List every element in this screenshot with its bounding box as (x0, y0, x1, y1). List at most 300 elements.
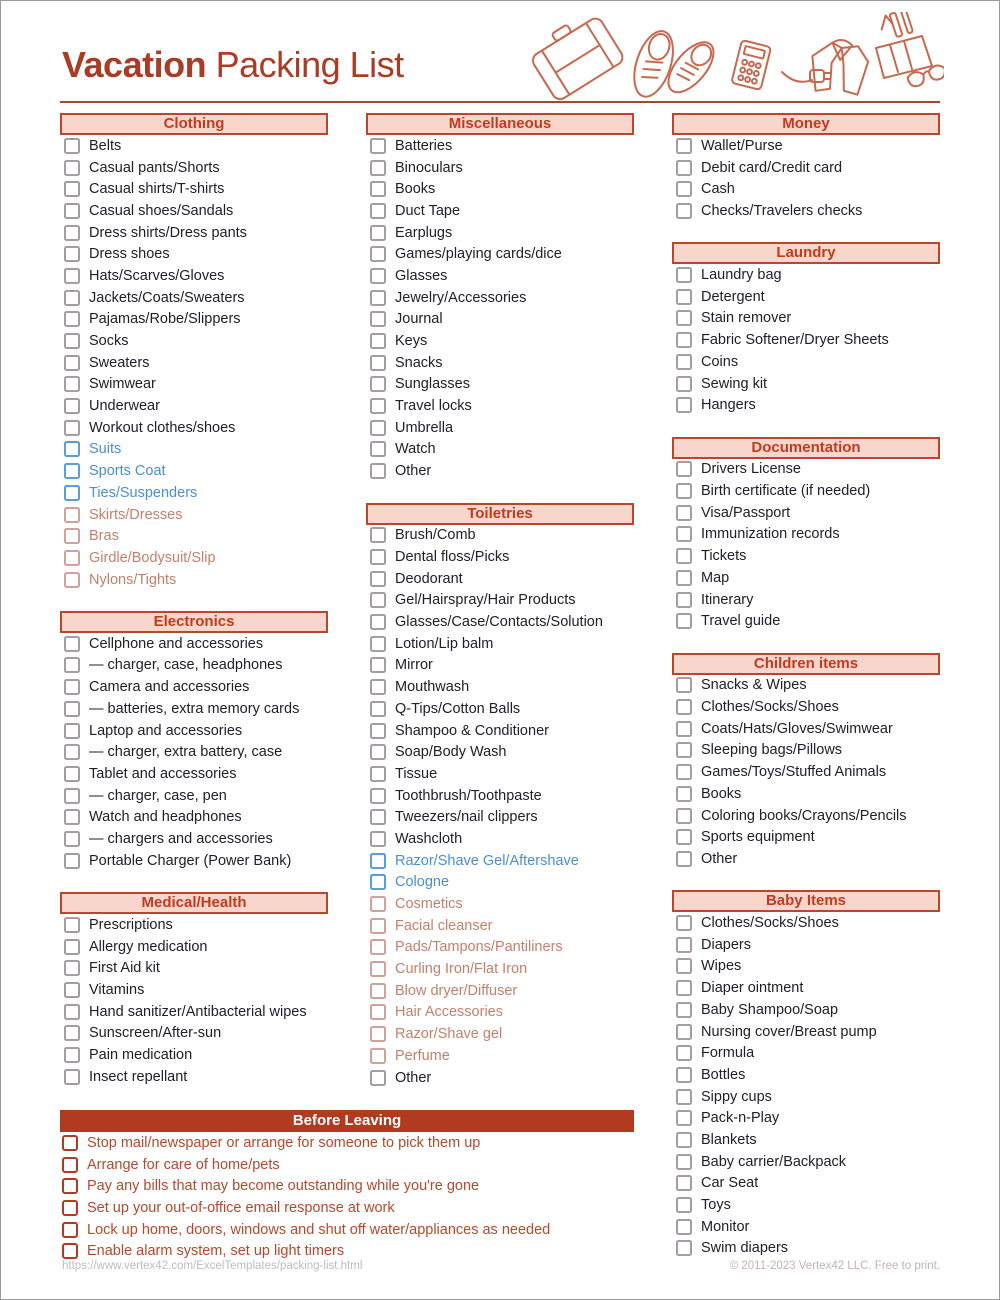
checkbox[interactable] (676, 548, 692, 564)
checkbox[interactable] (370, 138, 386, 154)
checkbox[interactable] (64, 225, 80, 241)
checkbox[interactable] (370, 744, 386, 760)
checklist-item (366, 568, 634, 590)
checkbox[interactable] (676, 354, 692, 370)
checkbox[interactable] (370, 311, 386, 327)
checkbox[interactable] (370, 571, 386, 587)
checkbox[interactable] (676, 980, 692, 996)
checkbox[interactable] (676, 1197, 692, 1213)
section-header: Laundry (672, 242, 940, 264)
checkbox[interactable] (676, 289, 692, 305)
checkbox[interactable] (370, 766, 386, 782)
item-label: Camera and accessories (89, 679, 250, 696)
checkbox[interactable] (64, 203, 80, 219)
item-label: Laundry bag (701, 267, 782, 284)
checkbox[interactable] (64, 160, 80, 176)
checklist-item (60, 547, 328, 569)
item-label: Sleeping bags/Pillows (701, 742, 843, 759)
checklist-item (672, 200, 940, 222)
checklist-item (672, 1216, 940, 1238)
checklist-item (366, 785, 634, 807)
checkbox[interactable] (676, 699, 692, 715)
checklist-item (672, 135, 940, 157)
checkbox[interactable] (64, 268, 80, 284)
checklist-item (672, 1129, 940, 1151)
checklist-item (60, 504, 328, 526)
item-label: Sunscreen/After-sun (89, 1025, 222, 1042)
checkbox[interactable] (676, 1002, 692, 1018)
checkbox[interactable] (676, 1240, 692, 1256)
checklist-item (672, 977, 940, 999)
item-label: Mirror (395, 657, 433, 674)
item-label: Sweaters (89, 354, 150, 371)
checklist-item (60, 439, 328, 461)
item-label: Stain remover (701, 310, 792, 327)
checkbox[interactable] (370, 831, 386, 847)
item-label: Lotion/Lip balm (395, 635, 494, 652)
item-label: Razor/Shave gel (395, 1026, 503, 1043)
item-label: Journal (395, 311, 443, 328)
checkbox[interactable] (64, 1069, 80, 1085)
checkbox[interactable] (370, 918, 386, 934)
item-label: — batteries, extra memory cards (89, 700, 300, 717)
checkbox[interactable] (370, 225, 386, 241)
checklist-item (672, 1151, 940, 1173)
checklist-item (672, 329, 940, 351)
item-label: Drivers License (701, 461, 801, 478)
checklist-item (60, 460, 328, 482)
checkbox[interactable] (64, 485, 80, 501)
checklist-item (672, 934, 940, 956)
item-label: Sewing kit (701, 375, 768, 392)
checkbox[interactable] (370, 463, 386, 479)
checklist-item (60, 1001, 328, 1023)
checkbox[interactable] (370, 333, 386, 349)
checkbox[interactable] (64, 788, 80, 804)
checkbox[interactable] (370, 203, 386, 219)
checkbox[interactable] (370, 961, 386, 977)
checkbox[interactable] (64, 398, 80, 414)
checkbox[interactable] (676, 526, 692, 542)
item-label: Tickets (701, 548, 747, 565)
checkbox[interactable] (62, 1243, 78, 1259)
checkbox[interactable] (676, 1045, 692, 1061)
checkbox[interactable] (64, 441, 80, 457)
item-label: Belts (89, 137, 122, 154)
checkbox[interactable] (370, 896, 386, 912)
item-label: Swimwear (89, 376, 156, 393)
checkbox[interactable] (370, 701, 386, 717)
checklist-item (366, 676, 634, 698)
checklist-item (366, 958, 634, 980)
checklist-item (60, 1022, 328, 1044)
item-label: Bras (89, 528, 119, 545)
checklist-item (366, 330, 634, 352)
item-label: Mouthwash (395, 679, 470, 696)
checkbox[interactable] (64, 550, 80, 566)
checkbox[interactable] (676, 1024, 692, 1040)
item-label: Books (395, 181, 436, 198)
item-label: Gel/Hairspray/Hair Products (395, 592, 576, 609)
item-label: Other (395, 463, 432, 480)
checklist-item (60, 850, 328, 872)
checkbox[interactable] (676, 505, 692, 521)
checklist-item (60, 525, 328, 547)
item-label: Cellphone and accessories (89, 635, 264, 652)
checklist-item (672, 1194, 940, 1216)
checklist-item (672, 178, 940, 200)
item-label: Sippy cups (701, 1088, 772, 1105)
checkbox[interactable] (676, 829, 692, 845)
section (366, 503, 634, 1089)
checkbox[interactable] (370, 1026, 386, 1042)
item-label: Q-Tips/Cotton Balls (395, 700, 521, 717)
item-label: Hand sanitizer/Antibacterial wipes (89, 1003, 307, 1020)
checklist-item (60, 157, 328, 179)
item-label: Hair Accessories (395, 1004, 503, 1021)
checklist-item (672, 610, 940, 632)
section (672, 437, 940, 633)
item-label: Shampoo & Conditioner (395, 722, 549, 739)
sneakers-icon (627, 26, 722, 101)
checklist-item (366, 806, 634, 828)
checkbox[interactable] (370, 983, 386, 999)
item-label: Games/Toys/Stuffed Animals (701, 764, 887, 781)
checklist-item (60, 979, 328, 1001)
checkbox[interactable] (676, 138, 692, 154)
checkbox[interactable] (676, 958, 692, 974)
jacket-icon (808, 36, 871, 97)
item-label: Sports equipment (701, 829, 815, 846)
checklist-item (366, 178, 634, 200)
checklist-item (366, 611, 634, 633)
page-title-accent: Vacation (62, 44, 207, 85)
checklist-item (672, 675, 940, 697)
checkbox[interactable] (676, 397, 692, 413)
checkbox[interactable] (64, 982, 80, 998)
checkbox[interactable] (676, 483, 692, 499)
checklist-item (672, 805, 940, 827)
checklist-item (366, 439, 634, 461)
checkbox[interactable] (370, 355, 386, 371)
checklist-item (672, 1173, 940, 1195)
section (60, 892, 328, 1088)
checkbox[interactable] (64, 939, 80, 955)
checklist-item (672, 394, 940, 416)
checkbox[interactable] (370, 679, 386, 695)
checkbox[interactable] (676, 764, 692, 780)
checklist-item (672, 1107, 940, 1129)
checkbox[interactable] (676, 267, 692, 283)
checklist-item (672, 524, 940, 546)
item-label: Bottles (701, 1066, 746, 1083)
item-label: Snacks & Wipes (701, 677, 807, 694)
checkbox[interactable] (64, 507, 80, 523)
checkbox[interactable] (370, 181, 386, 197)
checkbox[interactable] (676, 181, 692, 197)
item-label: Pain medication (89, 1046, 193, 1063)
checkbox[interactable] (64, 809, 80, 825)
checkbox[interactable] (370, 874, 386, 890)
checklist-item (366, 309, 634, 331)
item-label: Wipes (701, 958, 742, 975)
checkbox[interactable] (676, 160, 692, 176)
checklist-item (366, 1002, 634, 1024)
item-label: Coats/Hats/Gloves/Swimwear (701, 720, 893, 737)
checkbox[interactable] (676, 786, 692, 802)
item-label: Portable Charger (Power Bank) (89, 852, 292, 869)
item-label: Nylons/Tights (89, 571, 177, 588)
checkbox[interactable] (676, 808, 692, 824)
item-label: Sports Coat (89, 463, 166, 480)
item-label: Insect repellant (89, 1068, 188, 1085)
checklist-item (366, 352, 634, 374)
checkbox[interactable] (676, 203, 692, 219)
checkbox[interactable] (64, 701, 80, 717)
checkbox[interactable] (370, 549, 386, 565)
checkbox[interactable] (64, 917, 80, 933)
checkbox[interactable] (370, 420, 386, 436)
checkbox[interactable] (676, 332, 692, 348)
checkbox[interactable] (62, 1222, 78, 1238)
checklist-item (672, 589, 940, 611)
checkbox[interactable] (64, 636, 80, 652)
item-label: Snacks (395, 354, 443, 371)
item-label: Games/playing cards/dice (395, 246, 562, 263)
item-label: Socks (89, 333, 129, 350)
item-label: Razor/Shave Gel/Aftershave (395, 852, 579, 869)
item-label: Allergy medication (89, 938, 208, 955)
item-label: Blankets (701, 1131, 757, 1148)
checkbox[interactable] (62, 1157, 78, 1173)
checkbox[interactable] (676, 851, 692, 867)
item-label: Washcloth (395, 830, 463, 847)
checkbox[interactable] (64, 960, 80, 976)
checklist-item (60, 720, 328, 742)
checkbox[interactable] (370, 376, 386, 392)
checklist-item (60, 200, 328, 222)
checkbox[interactable] (676, 1067, 692, 1083)
checkbox[interactable] (676, 613, 692, 629)
checklist-item (366, 1023, 634, 1045)
item-label: Tissue (395, 765, 438, 782)
item-label: Keys (395, 333, 428, 350)
item-label: Travel guide (701, 613, 781, 630)
item-label: Watch (395, 441, 436, 458)
checklist-item (60, 309, 328, 331)
checklist-item (366, 222, 634, 244)
checkbox[interactable] (64, 528, 80, 544)
checkbox[interactable] (370, 657, 386, 673)
checklist-item (60, 417, 328, 439)
checklist-item (60, 178, 328, 200)
item-label: Facial cleanser (395, 917, 493, 934)
checklist-item (366, 850, 634, 872)
checkbox[interactable] (676, 677, 692, 693)
checklist-item (60, 676, 328, 698)
item-label: Girdle/Bodysuit/Slip (89, 549, 216, 566)
checklist-item (672, 480, 940, 502)
checklist-item (366, 633, 634, 655)
checklist-item (672, 783, 940, 805)
checkbox[interactable] (64, 420, 80, 436)
item-label: Cologne (395, 874, 450, 891)
checkbox[interactable] (64, 1004, 80, 1020)
toiletry-bag-icon (876, 12, 932, 78)
section (60, 611, 328, 872)
checkbox[interactable] (64, 723, 80, 739)
checkbox[interactable] (64, 181, 80, 197)
checkbox[interactable] (676, 592, 692, 608)
item-label: Hats/Scarves/Gloves (89, 267, 225, 284)
checkbox[interactable] (370, 1070, 386, 1086)
checkbox[interactable] (370, 939, 386, 955)
checklist-item (366, 590, 634, 612)
checkbox[interactable] (64, 311, 80, 327)
checkbox[interactable] (676, 570, 692, 586)
checkbox[interactable] (676, 742, 692, 758)
checklist-item (672, 373, 940, 395)
item-label: Vitamins (89, 981, 145, 998)
section-header: Clothing (60, 113, 328, 135)
checkbox[interactable] (62, 1200, 78, 1216)
item-label: Formula (701, 1045, 755, 1062)
item-label: Enable alarm system, set up light timers (87, 1243, 345, 1260)
checkbox[interactable] (370, 614, 386, 630)
section-header: Documentation (672, 437, 940, 459)
camera-icon (731, 40, 771, 90)
checkbox[interactable] (370, 160, 386, 176)
item-label: Immunization records (701, 526, 840, 543)
item-label: Glasses (395, 267, 448, 284)
checkbox[interactable] (64, 376, 80, 392)
checkbox[interactable] (370, 853, 386, 869)
checkbox[interactable] (370, 592, 386, 608)
checkbox[interactable] (64, 744, 80, 760)
checklist-item (366, 763, 634, 785)
item-label: Casual shirts/T-shirts (89, 181, 225, 198)
checkbox[interactable] (64, 831, 80, 847)
source-url-link[interactable]: https://www.vertex42.com/ExcelTemplates/packing-list.html (62, 1260, 363, 1272)
before-leaving-items (60, 1132, 634, 1262)
item-label: Travel locks (395, 398, 472, 415)
section-header: Electronics (60, 611, 328, 633)
item-label: Books (701, 785, 742, 802)
item-label: Binoculars (395, 159, 463, 176)
checkbox[interactable] (64, 853, 80, 869)
checklist-item (60, 243, 328, 265)
checklist-item (60, 1240, 634, 1262)
checkbox[interactable] (676, 1154, 692, 1170)
checkbox[interactable] (370, 1048, 386, 1064)
checkbox[interactable] (676, 1110, 692, 1126)
checklist-item (366, 828, 634, 850)
checkbox[interactable] (370, 809, 386, 825)
checkbox[interactable] (370, 636, 386, 652)
checklist-item (60, 1132, 634, 1154)
checkbox[interactable] (676, 461, 692, 477)
checkbox[interactable] (676, 1175, 692, 1191)
checkbox[interactable] (62, 1135, 78, 1151)
checkbox[interactable] (64, 463, 80, 479)
checklist-item (366, 243, 634, 265)
checkbox[interactable] (64, 657, 80, 673)
checklist-body (60, 113, 940, 1263)
checklist-item (366, 1067, 634, 1089)
checkbox[interactable] (676, 310, 692, 326)
checkbox[interactable] (64, 246, 80, 262)
item-label: Car Seat (701, 1175, 759, 1192)
checklist-item (366, 720, 634, 742)
checkbox[interactable] (676, 1132, 692, 1148)
checkbox[interactable] (64, 290, 80, 306)
item-label: Jackets/Coats/Sweaters (89, 289, 245, 306)
checklist-item (60, 352, 328, 374)
checklist-item (672, 1086, 940, 1108)
checkbox[interactable] (64, 138, 80, 154)
checkbox[interactable] (370, 1004, 386, 1020)
checkbox[interactable] (676, 376, 692, 392)
checkbox[interactable] (64, 679, 80, 695)
checklist-item (60, 957, 328, 979)
checkbox[interactable] (676, 1089, 692, 1105)
section-header: Miscellaneous (366, 113, 634, 135)
checkbox[interactable] (64, 333, 80, 349)
header-divider (60, 101, 940, 103)
item-label: Batteries (395, 137, 453, 154)
checklist-item (672, 718, 940, 740)
checkbox[interactable] (64, 1047, 80, 1063)
item-label: Cash (701, 181, 735, 198)
checklist-item (60, 763, 328, 785)
checkbox[interactable] (370, 398, 386, 414)
checklist-item (60, 655, 328, 677)
checklist-item (366, 980, 634, 1002)
item-label: Swim diapers (701, 1240, 789, 1257)
item-label: Diapers (701, 936, 751, 953)
checklist-item (60, 698, 328, 720)
checklist-item (60, 287, 328, 309)
checkbox[interactable] (370, 290, 386, 306)
checkbox[interactable] (370, 246, 386, 262)
item-label: Cosmetics (395, 896, 463, 913)
section (672, 653, 940, 870)
item-label: Wallet/Purse (701, 137, 783, 154)
checkbox[interactable] (370, 527, 386, 543)
item-label: Laptop and accessories (89, 722, 243, 739)
before-leaving-section (60, 1110, 634, 1262)
checklist-item (672, 956, 940, 978)
checkbox[interactable] (676, 915, 692, 931)
checkbox[interactable] (370, 788, 386, 804)
item-label: Clothes/Socks/Shoes (701, 699, 839, 716)
checkbox[interactable] (370, 268, 386, 284)
checkbox[interactable] (370, 441, 386, 457)
checkbox[interactable] (676, 1219, 692, 1235)
checkbox[interactable] (64, 766, 80, 782)
checkbox[interactable] (64, 1025, 80, 1041)
checklist-item (366, 698, 634, 720)
checkbox[interactable] (370, 723, 386, 739)
checkbox[interactable] (64, 355, 80, 371)
checkbox[interactable] (64, 572, 80, 588)
checkbox[interactable] (676, 937, 692, 953)
checkbox[interactable] (62, 1178, 78, 1194)
item-label: Birth certificate (if needed) (701, 483, 871, 500)
item-label: Baby carrier/Backpack (701, 1153, 847, 1170)
checklist-item (672, 912, 940, 934)
checkbox[interactable] (676, 721, 692, 737)
